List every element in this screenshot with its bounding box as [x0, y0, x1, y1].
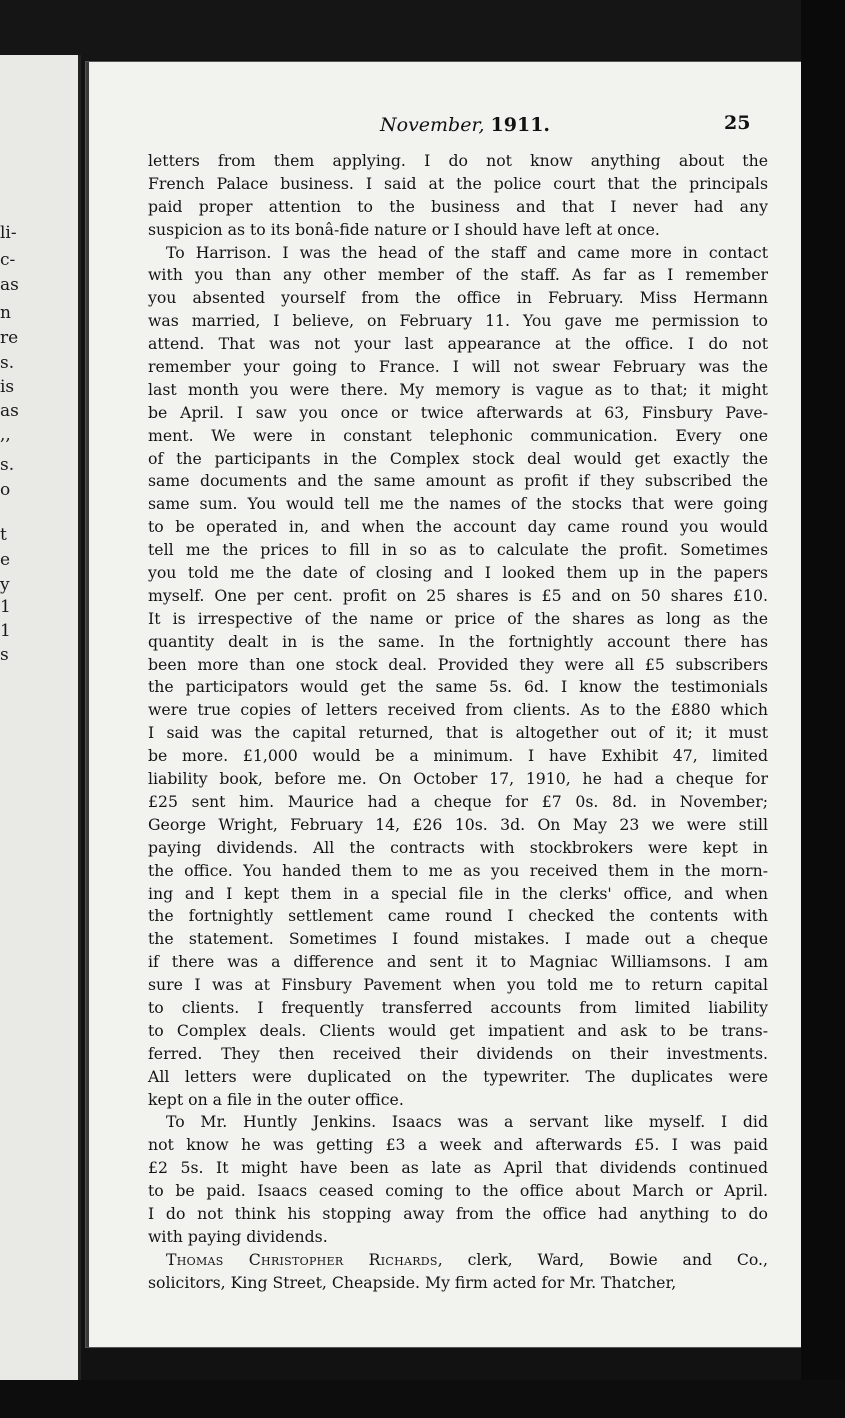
text-line: same sum. You would tell me the names of the stocks that were going [148, 494, 768, 514]
text-line: the participators would get the same 5s. 6d. I know the testimonials [148, 677, 768, 697]
text-line: I do not think his stopping away from the office had anything to do [148, 1203, 768, 1223]
text-line: with paying dividends. [148, 1226, 328, 1246]
text-line: It is irrespective of the name or price of the shares as long as the [148, 608, 768, 628]
text-line: tell me the prices to fill in so as to calculate the profit. Sometimes [148, 540, 768, 560]
left-page-fragment: re [0, 328, 19, 348]
text-line: remember your going to France. I will not swear February was the [148, 357, 768, 377]
text-line: £25 sent him. Maurice had a cheque for £7 0s. 8d. in November; [148, 791, 768, 811]
page-header [86, 110, 766, 140]
body-text [148, 150, 768, 1295]
text-line: George Wright, February 14, £26 10s. 3d. On May 23 we were still [148, 814, 768, 834]
text-line: suspicion as to its bonâ-fide nature or I should have left at once. [148, 219, 660, 239]
left-page-fragment: n [0, 303, 11, 323]
paragraph [148, 1111, 768, 1248]
text-line: be April. I saw you once or twice afterwards at 63, Finsbury Pave- [148, 402, 768, 422]
text-line-rest: , clerk, Ward, Bowie and Co., [437, 1249, 769, 1269]
text-line: paid proper attention to the business and that I never had any [148, 196, 768, 216]
text-line: To Mr. Huntly Jenkins. Isaacs was a servant like myself. I did [166, 1112, 768, 1132]
text-line: All letters were duplicated on the typewriter. The duplicates were [148, 1066, 768, 1086]
text-line: letters from them applying. I do not know anything about the [148, 151, 768, 170]
text-line: French Palace business. I said at the police court that the principals [148, 173, 768, 193]
left-page-edge [0, 55, 81, 1395]
text-line: the office. You handed them to me as you received them in the morn- [148, 860, 768, 880]
text-line: to clients. I frequently transferred accounts from limited liability [148, 997, 768, 1017]
text-line: you absented yourself from the office in February. Miss Hermann [148, 288, 768, 308]
text-line: To Harrison. I was the head of the staff and came more in contact [166, 242, 768, 262]
left-page-fragment: 1 [0, 621, 11, 641]
text-line: £2 5s. It might have been as late as April that dividends continued [148, 1158, 768, 1178]
text-line: kept on a file in the outer office. [148, 1089, 404, 1109]
witness-name: Thomas Christopher Richards [166, 1249, 438, 1269]
left-page-fragment: s. [0, 455, 15, 475]
left-page-fragment: c- [0, 250, 16, 270]
text-line: myself. One per cent. profit on 25 shares is £5 and on 50 shares £10. [148, 585, 768, 605]
left-page-fragment: o [0, 480, 11, 500]
running-head-month: November, [380, 114, 485, 136]
text-line: ferred. They then received their dividends on their investments. [148, 1043, 768, 1063]
left-page-fragment: 1 [0, 597, 11, 617]
text-line: to Complex deals. Clients would get impatient and ask to be trans- [148, 1020, 768, 1040]
text-line: ing and I kept them in a special file in the clerks' office, and when [148, 883, 768, 903]
paragraph [148, 150, 768, 242]
paragraph [148, 242, 768, 1112]
left-page-fragment: ,, [0, 425, 11, 445]
left-page-fragment: as [0, 401, 19, 421]
left-page-fragment: as [0, 275, 19, 295]
text-line: last month you were there. My memory is vague as to that; it might [148, 379, 768, 399]
text-line: to be operated in, and when the account day came round you would [148, 517, 768, 537]
text-line: were true copies of letters received from clients. As to the £880 which [148, 700, 768, 720]
text-line: same documents and the same amount as profit if they subscribed the [148, 471, 768, 491]
text-line: solicitors, King Street, Cheapside. My firm acted for Mr. Thatcher, [148, 1272, 677, 1292]
running-head-year: 1911. [490, 114, 551, 136]
text-line: be more. £1,000 would be a minimum. I have Exhibit 47, limited [148, 746, 768, 766]
text-line: sure I was at Finsbury Pavement when you told me to return capital [148, 975, 768, 995]
text-line: liability book, before me. On October 17, 1910, he had a cheque for [148, 769, 768, 789]
paragraph [148, 1249, 768, 1295]
bottom-dark-margin [0, 1380, 845, 1418]
text-line: was married, I believe, on February 11. You gave me permission to [148, 311, 768, 331]
right-dark-margin [801, 0, 845, 1418]
text-line: been more than one stock deal. Provided they were all £5 subscribers [148, 654, 768, 674]
text-line: if there was a difference and sent it to Magniac Williamsons. I am [148, 952, 768, 972]
text-line: I said was the capital returned, that is altogether out of it; it must [148, 723, 768, 743]
left-page-fragment: is [0, 377, 15, 397]
text-line: not know he was getting £3 a week and afterwards £5. I was paid [148, 1135, 768, 1155]
page-number: 25 [724, 112, 751, 134]
left-page-fragment: s. [0, 353, 15, 373]
text-line: paying dividends. All the contracts with stockbrokers were kept in [148, 837, 768, 857]
text-line: with you than any other member of the staff. As far as I remember [148, 265, 768, 285]
text-line: quantity dealt in is the same. In the fortnightly account there has [148, 631, 768, 651]
left-page-fragment: e [0, 550, 11, 570]
left-page-fragment: y [0, 575, 10, 595]
top-dark-margin [0, 0, 845, 60]
running-head [380, 114, 550, 136]
text-line: of the participants in the Complex stock deal would get exactly the [148, 448, 768, 468]
text-line: the statement. Sometimes I found mistakes. I made out a cheque [148, 929, 768, 949]
text-line: you told me the date of closing and I looked them up in the papers [148, 563, 768, 583]
text-line: attend. That was not your last appearance at the office. I do not [148, 334, 768, 354]
left-page-fragment: li- [0, 223, 17, 243]
text-line: the fortnightly settlement came round I checked the contents with [148, 906, 768, 926]
left-page-fragment: t [0, 525, 7, 545]
text-line: to be paid. Isaacs ceased coming to the office about March or April. [148, 1181, 768, 1201]
left-page-fragment: s [0, 645, 9, 665]
text-line: ment. We were in constant telephonic communication. Every one [148, 425, 768, 445]
text-line [148, 1249, 768, 1272]
